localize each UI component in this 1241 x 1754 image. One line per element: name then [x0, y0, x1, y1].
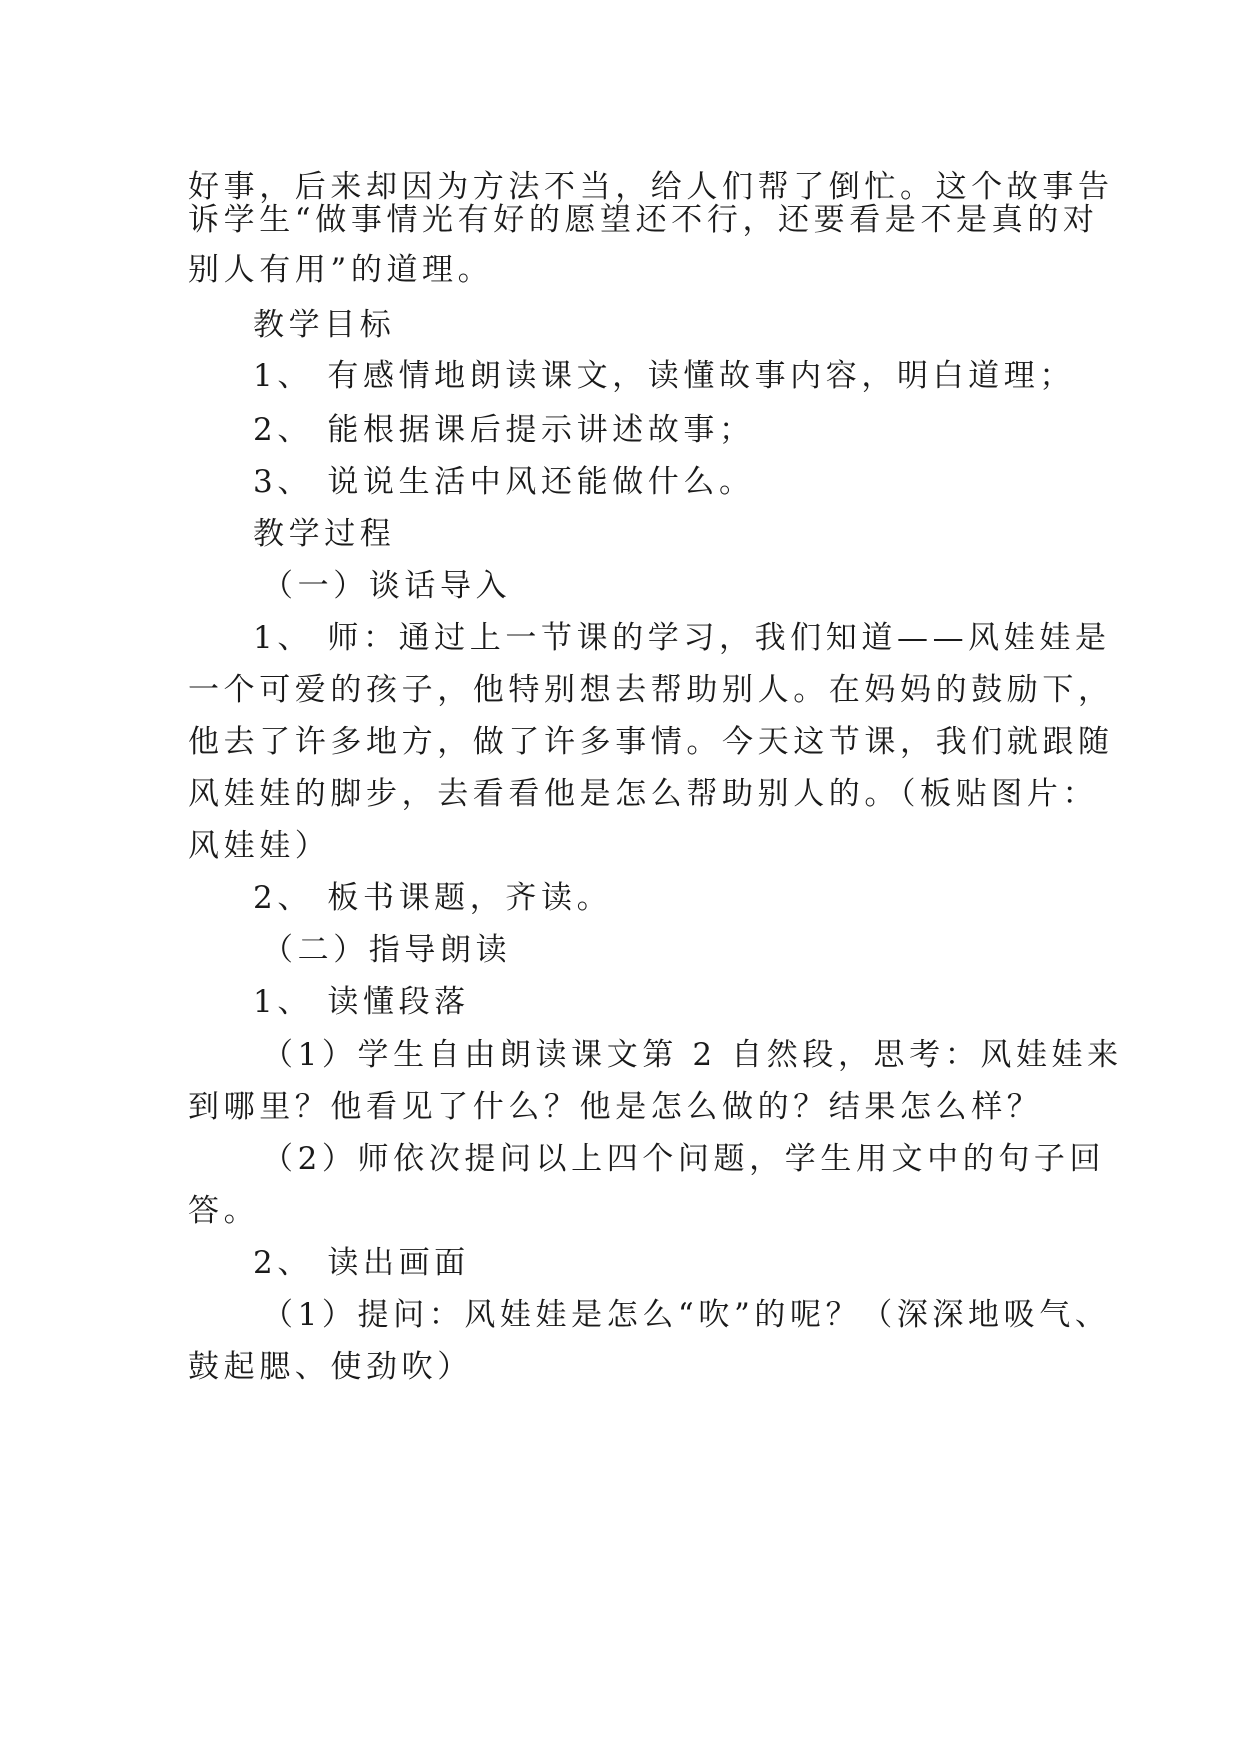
list-item: 2、 能根据课后提示讲述故事；: [253, 412, 755, 448]
paragraph-line: 别人有用”的道理。: [188, 252, 494, 288]
paragraph-line: 诉学生“做事情光有好的愿望还不行，还要看是不是真的对: [188, 202, 1099, 238]
paragraph-line: 鼓起腮、使劲吹）: [188, 1349, 473, 1385]
section-heading-teaching-goals: 教学目标: [253, 307, 396, 343]
paragraph-line: 风娃娃）: [188, 828, 331, 864]
paragraph-line: 答。: [188, 1193, 260, 1229]
paragraph-line: 风娃娃的脚步，去看看他是怎么帮助别人的。（板贴图片：: [188, 776, 1099, 812]
paragraph-line: 1、 师：通过上一节课的学习，我们知道——风娃娃是: [253, 620, 1111, 656]
list-item: 2、 板书课题，齐读。: [253, 880, 613, 916]
paragraph-line: （1）学生自由朗读课文第 2 自然段，思考：风娃娃来: [262, 1037, 1123, 1073]
subsection-heading: （二）指导朗读: [262, 932, 512, 968]
list-item: 2、 读出画面: [253, 1245, 470, 1281]
paragraph-line: 好事，后来却因为方法不当，给人们帮了倒忙。这个故事告: [188, 169, 1114, 205]
subsection-heading: （一）谈话导入: [262, 568, 512, 604]
paragraph-line: 一个可爱的孩子，他特别想去帮助别人。在妈妈的鼓励下，: [188, 672, 1114, 708]
list-item: 1、 读懂段落: [253, 984, 470, 1020]
section-heading-teaching-process: 教学过程: [253, 516, 396, 552]
paragraph-line: 他去了许多地方，做了许多事情。今天这节课，我们就跟随: [188, 724, 1114, 760]
paragraph-line: （1）提问：风娃娃是怎么“吹”的呢？（深深地吸气、: [262, 1297, 1111, 1333]
paragraph-line: （2）师依次提问以上四个问题，学生用文中的句子回: [262, 1141, 1106, 1177]
paragraph-line: 到哪里？他看见了什么？他是怎么做的？结果怎么样？: [188, 1089, 1043, 1125]
list-item: 1、 有感情地朗读课文，读懂故事内容，明白道理；: [253, 358, 1075, 394]
list-item: 3、 说说生活中风还能做什么。: [253, 464, 755, 500]
